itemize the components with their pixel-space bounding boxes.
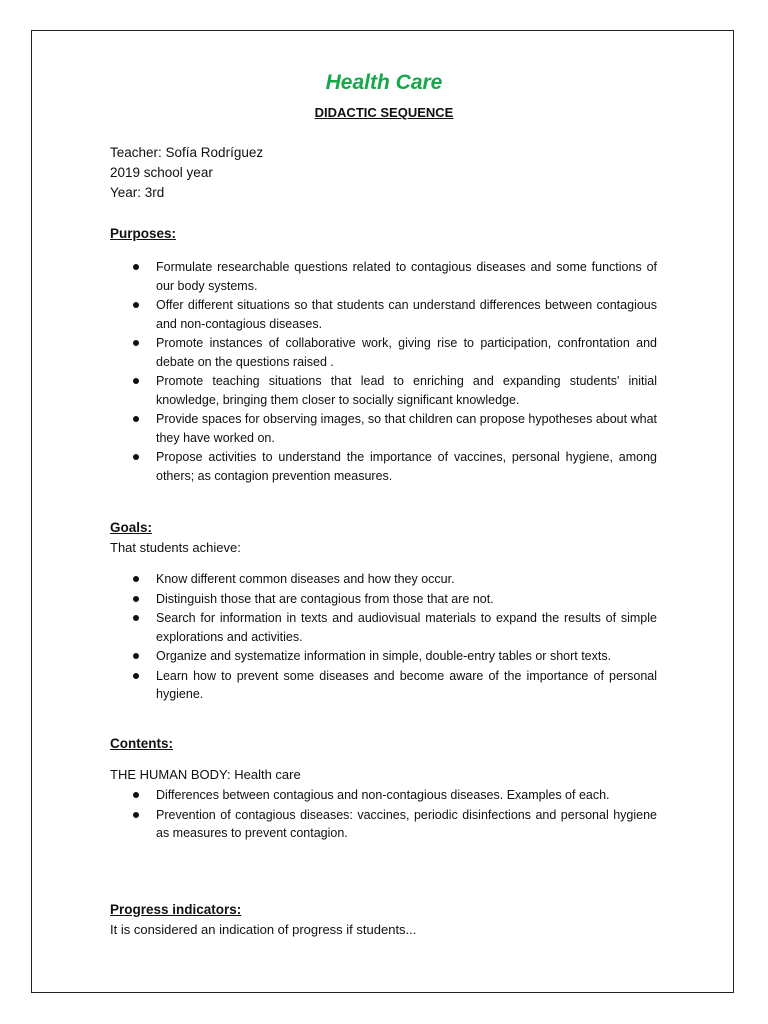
list-item-text: Propose activities to understand the importance of vaccines, personal hygiene, among others; as contagion prevention measures. — [156, 450, 657, 483]
bullet-icon — [133, 812, 139, 818]
contents-heading: Contents: — [110, 736, 173, 751]
teacher-line: Teacher: Sofía Rodríguez — [110, 145, 264, 160]
progress-text: It is considered an indication of progress if students... — [110, 922, 417, 937]
list-item — [110, 410, 657, 447]
list-item-text: Organize and systematize information in simple, double-entry tables or short texts. — [156, 649, 612, 663]
list-item — [110, 570, 657, 589]
list-item — [110, 590, 657, 609]
goals-list — [110, 570, 657, 705]
list-item — [110, 667, 657, 704]
list-item — [110, 806, 657, 843]
list-item-text: Promote instances of collaborative work, giving rise to participation, confrontation and debate on the questions raised . — [156, 336, 657, 369]
bullet-icon — [133, 615, 139, 621]
list-item — [110, 372, 657, 409]
bullet-icon — [133, 378, 139, 384]
list-item-text: Learn how to prevent some diseases and become aware of the importance of personal hygiene. — [156, 668, 657, 701]
list-item-text: Formulate researchable questions related to contagious diseases and some functions of our body systems. — [156, 260, 657, 293]
list-item — [110, 609, 657, 646]
bullet-icon — [133, 792, 139, 798]
bullet-icon — [133, 673, 139, 679]
list-item — [110, 334, 657, 371]
goals-heading: Goals: — [110, 520, 153, 535]
list-item-text: Promote teaching situations that lead to enriching and expanding students' initial knowledge, bringing them closer to socially significant knowledge. — [156, 374, 657, 407]
list-item-text: Prevention of contagious diseases: vaccines, periodic disinfections and personal hygiene as measures to prevent contagion. — [156, 807, 657, 840]
list-item-text: Search for information in texts and audiovisual materials to expand the results of simple explorations and activities. — [156, 611, 657, 644]
school-year-line: 2019 school year — [110, 165, 213, 180]
document-subtitle: DIDACTIC SEQUENCE — [314, 105, 454, 120]
bullet-icon — [133, 653, 139, 659]
year-line: Year: 3rd — [110, 185, 165, 200]
bullet-icon — [133, 416, 139, 422]
bullet-icon — [133, 576, 139, 582]
document-title: Health Care — [325, 71, 443, 94]
bullet-icon — [133, 454, 139, 460]
bullet-icon — [133, 302, 139, 308]
purposes-heading: Purposes: — [110, 226, 177, 241]
list-item — [110, 786, 657, 805]
goals-intro: That students achieve: — [110, 540, 241, 555]
progress-heading: Progress indicators: — [110, 902, 242, 917]
bullet-icon — [133, 340, 139, 346]
bullet-icon — [133, 264, 139, 270]
bullet-icon — [133, 596, 139, 602]
list-item-text: Distinguish those that are contagious from those that are not. — [156, 591, 494, 606]
contents-list — [110, 786, 657, 844]
list-item-text: Offer different situations so that students can understand differences between contagious and non-contagious diseases. — [156, 298, 657, 331]
list-item-text: Provide spaces for observing images, so that children can propose hypotheses about what they have worked on. — [156, 412, 657, 445]
list-item — [110, 647, 657, 666]
list-item-text: Differences between contagious and non-contagious diseases. Examples of each. — [156, 788, 610, 802]
list-item — [110, 296, 657, 333]
contents-intro: THE HUMAN BODY: Health care — [110, 767, 301, 782]
purposes-list — [110, 258, 657, 486]
list-item-text: Know different common diseases and how they occur. — [156, 572, 455, 586]
list-item — [110, 258, 657, 295]
list-item — [110, 448, 657, 485]
